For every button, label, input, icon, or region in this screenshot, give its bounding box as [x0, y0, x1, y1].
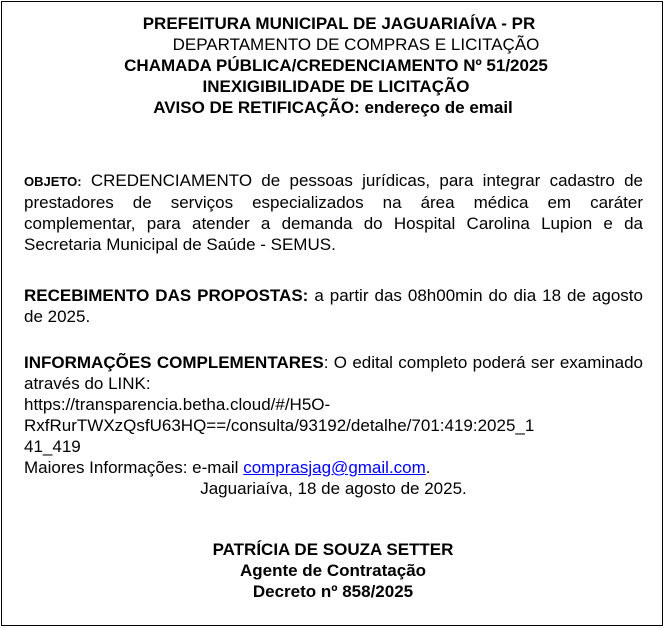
- rectification-title: [2, 97, 664, 118]
- rectification-label: AVISO DE RETIFICAÇÃO:: [153, 98, 360, 117]
- signer-decree: Decreto nº 858/2025: [252, 582, 414, 601]
- edital-link-line-3[interactable]: 41_419: [24, 437, 81, 456]
- email-suffix: .: [425, 458, 431, 477]
- informacoes-paragraph: [24, 352, 643, 394]
- signature-block: [2, 539, 664, 602]
- email-prefix: Maiores Informações: e-mail: [24, 458, 244, 477]
- edital-link-line-1[interactable]: https://transparencia.betha.cloud/#/H5O-: [24, 395, 331, 414]
- objeto-text: CREDENCIAMENTO de pessoas jurídicas, para integrar cadastro de prestadores de serviços especializados na área médica em caráter complementar, para atender a demanda do Hospital Carolina Lupion e da Secretaria Municipal de Saúde - SEMUS.: [24, 171, 643, 254]
- edital-link-line-2[interactable]: RxfRurTWXzQsfU63HQ==/consulta/93192/detalhe/701:419:2025_1: [24, 416, 535, 435]
- objeto-label: OBJETO:: [24, 174, 82, 189]
- recebimento-text: a partir das 08h00min do dia 18 de agosto de 2025.: [24, 286, 643, 326]
- rectification-subject: endereço de email: [359, 98, 513, 117]
- informacoes-section: [24, 352, 643, 499]
- inexigibility-title: INEXIGIBILIDADE DE LICITAÇÃO: [202, 77, 470, 96]
- municipality-title: PREFEITURA MUNICIPAL DE JAGUARIAÍVA - PR: [142, 14, 536, 33]
- recebimento-paragraph: [24, 285, 643, 327]
- notice-header: [2, 13, 664, 118]
- notice-document: [1, 1, 663, 626]
- signer-name: PATRÍCIA DE SOUZA SETTER: [212, 540, 454, 559]
- date-line: Jaguariaíva, 18 de agosto de 2025.: [200, 479, 467, 498]
- public-call-title: CHAMADA PÚBLICA/CREDENCIAMENTO Nº 51/2025: [124, 56, 548, 75]
- recebimento-label: RECEBIMENTO DAS PROPOSTAS:: [24, 286, 309, 305]
- department-title: DEPARTAMENTO DE COMPRAS E LICITAÇÃO: [172, 35, 540, 54]
- email-link[interactable]: comprasjag@gmail.com: [243, 458, 426, 477]
- informacoes-text: : O edital completo poderá ser examinado através do LINK:: [24, 353, 644, 393]
- email-line: [24, 457, 643, 478]
- informacoes-label: INFORMAÇÕES COMPLEMENTARES: [24, 353, 324, 372]
- signer-role: Agente de Contratação: [239, 561, 427, 580]
- objeto-paragraph: [24, 170, 643, 255]
